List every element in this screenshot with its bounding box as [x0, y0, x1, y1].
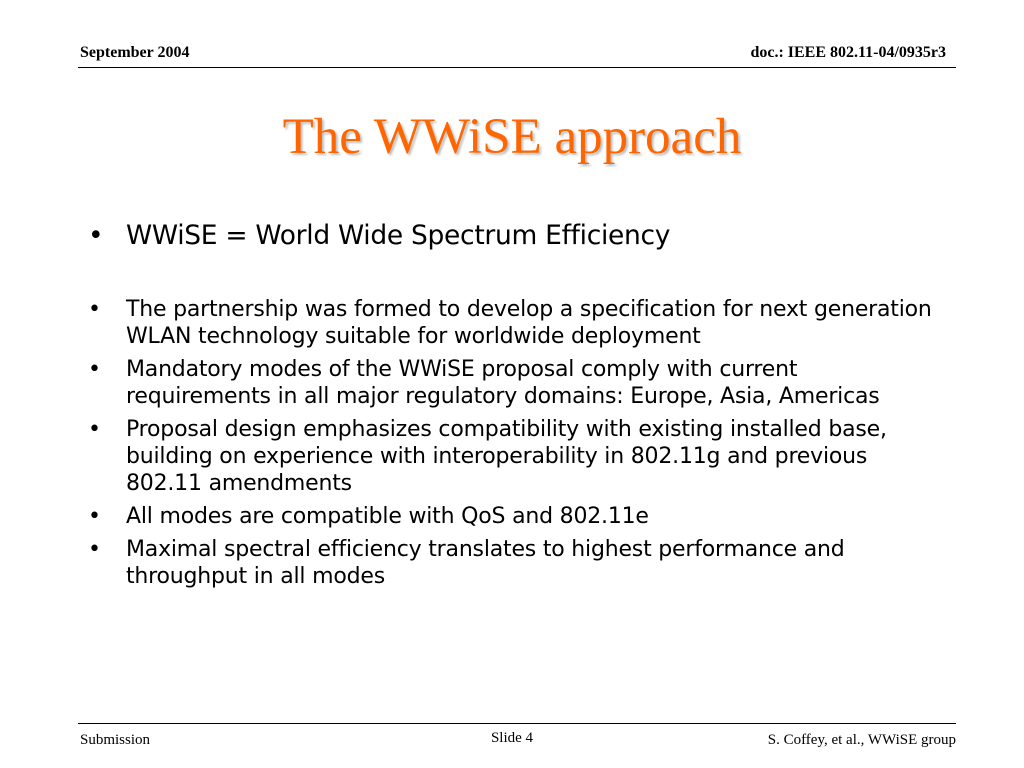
header-date: September 2004	[80, 44, 190, 61]
bullet-text: Proposal design emphasizes compatibility with existing installed base, building on experience with interoperability in 802.11g and previous 802.11 amendments	[126, 417, 887, 496]
bullet-item	[84, 503, 944, 530]
footer-submission: Submission	[80, 732, 151, 748]
header-doc-id: doc.: IEEE 802.11-04/0935r3	[750, 44, 946, 61]
bullet-dot-icon: •	[88, 504, 101, 529]
bullet-text: Maximal spectral efficiency translates to highest performance and throughput in all modes	[126, 537, 845, 589]
bullet-text: All modes are compatible with QoS and 802.11e	[126, 504, 649, 529]
footer-divider	[78, 723, 956, 724]
slide-title: The WWiSE approach	[282, 109, 742, 165]
footer-slide-number: Slide 4	[490, 730, 534, 746]
bullet-dot-icon: •	[88, 297, 101, 322]
footer-authors: S. Coffey, et al., WWiSE group	[767, 732, 956, 748]
bullet-item	[84, 416, 944, 497]
bullet-list	[84, 220, 944, 596]
bullet-dot-icon: •	[88, 357, 101, 382]
bullet-item	[84, 356, 944, 410]
bullet-text: WWiSE = World Wide Spectrum Efficiency	[126, 220, 671, 251]
bullet-item	[84, 220, 944, 252]
header-divider	[78, 67, 956, 68]
bullet-dot-icon: •	[88, 417, 101, 442]
bullet-dot-icon: •	[88, 220, 104, 251]
bullet-item	[84, 536, 944, 590]
bullet-item	[84, 296, 944, 350]
bullet-dot-icon: •	[88, 537, 101, 562]
bullet-text: Mandatory modes of the WWiSE proposal comply with current requirements in all major regulatory domains: Europe, Asia, Americas	[126, 357, 880, 409]
bullet-text: The partnership was formed to develop a specification for next generation WLAN technology suitable for worldwide deployment	[126, 297, 932, 349]
